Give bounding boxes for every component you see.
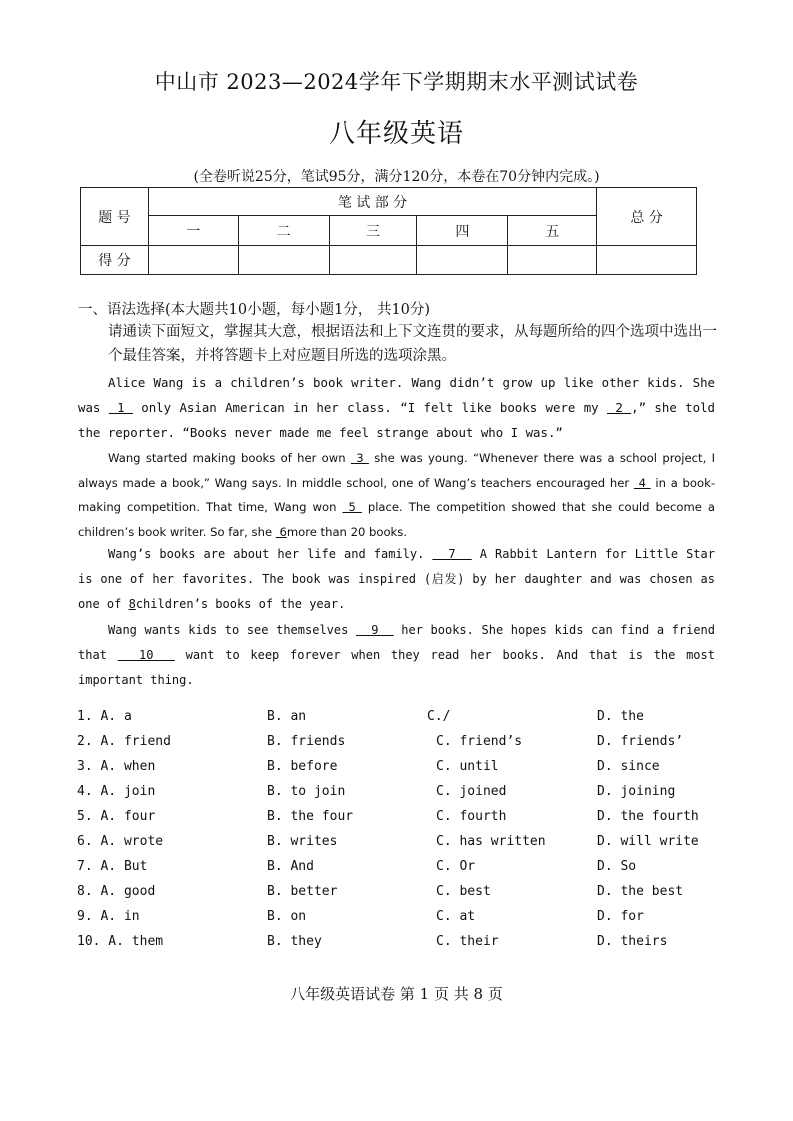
option-row-9 [77, 909, 737, 934]
option-a: 9. A. in [77, 909, 140, 924]
option-row-2 [77, 734, 737, 759]
part-header: 五 [508, 216, 597, 246]
option-d: D. So [597, 859, 637, 874]
option-c: C. best [436, 884, 491, 899]
option-a: 8. A. good [77, 884, 156, 899]
score-cell [148, 246, 238, 275]
option-row-1 [77, 709, 737, 734]
option-c: C. their [436, 934, 499, 949]
score-cell [417, 246, 508, 275]
option-a: 7. A. But [77, 859, 148, 874]
passage-paragraph-3: Wang’s books are about her life and family. 7 A Rabbit Lantern for Little Star is one of her favorites. The book was inspired (启发) by her daughter and was chosen as one of 8children’s books of the year. [78, 547, 715, 611]
option-c: C. friend’s [436, 734, 523, 749]
option-row-7 [77, 859, 737, 884]
blank-6: 6 [275, 524, 287, 539]
option-b: B. on [267, 909, 307, 924]
part-header: 四 [417, 216, 508, 246]
blank-3: 3 [350, 451, 369, 465]
written-part-label: 笔 试 部 分 [148, 188, 596, 216]
score-table [80, 187, 697, 275]
part-header: 二 [238, 216, 329, 246]
option-d: D. the fourth [597, 809, 699, 824]
total-score-cell [597, 246, 697, 275]
option-a: 3. A. when [77, 759, 156, 774]
option-a: 6. A. wrote [77, 834, 164, 849]
option-c: C. Or [436, 859, 476, 874]
option-a: 5. A. four [77, 809, 156, 824]
option-a: 2. A. friend [77, 734, 171, 749]
exam-subject: 八年级英语 [328, 119, 464, 149]
option-row-10 [77, 934, 737, 959]
option-d: D. for [597, 909, 644, 924]
option-d: D. since [597, 759, 660, 774]
blank-9: 9 [355, 623, 394, 637]
blank-8: 8 [128, 597, 136, 611]
option-d: D. the [597, 709, 644, 724]
question-number-label: 题 号 [81, 188, 149, 246]
option-c: C./ [427, 709, 451, 724]
option-a: 4. A. join [77, 784, 156, 799]
score-cell [238, 246, 329, 275]
option-d: D. theirs [597, 934, 668, 949]
blank-2: 2 [606, 400, 632, 415]
option-b: B. the four [267, 809, 354, 824]
passage-paragraph-2: Wang started making books of her own 3 she was young. “Whenever there was a school project, I always made a book,” Wang says. In middle school, one of Wang’s teachers encouraged her 4 in a book-making competition. That time, Wang won 5 place. The competition showed that she could become a children’s book writer. So far, she 6more than 20 books. [78, 451, 716, 539]
option-c: C. at [436, 909, 476, 924]
option-c: C. until [436, 759, 499, 774]
score-cell [329, 246, 417, 275]
total-score-label: 总 分 [597, 188, 697, 246]
option-c: C. fourth [436, 809, 507, 824]
option-d: D. friends’ [597, 734, 684, 749]
answer-options [77, 709, 737, 959]
score-cell [508, 246, 597, 275]
option-b: B. to join [267, 784, 346, 799]
part-header: 三 [329, 216, 417, 246]
section-instruction: 请通读下面短文，掌握其大意，根据语法和上下文连贯的要求，从每题所给的四个选项中选出一个最佳答案，并将答题卡上对应题目所选的选项涂黑。 [108, 324, 717, 364]
section-heading: 一、语法选择(本大题共10小题，每小题1分， 共10分) [78, 302, 431, 318]
option-row-4 [77, 784, 737, 809]
exam-title: 中山市 2023—2024学年下学期期末水平测试试卷 [154, 70, 639, 94]
option-c: C. has written [436, 834, 546, 849]
blank-7: 7 [432, 547, 472, 561]
exam-note: (全卷听说25分，笔试95分，满分120分，本卷在70分钟内完成。) [193, 169, 600, 185]
option-b: B. before [267, 759, 338, 774]
option-a: 10. A. them [77, 934, 164, 949]
option-a: 1. A. a [77, 709, 132, 724]
blank-10: 10 [117, 648, 175, 662]
option-b: B. writes [267, 834, 338, 849]
blank-5: 5 [342, 500, 362, 514]
option-b: B. they [267, 934, 322, 949]
option-d: D. joining [597, 784, 676, 799]
passage-paragraph-1: Alice Wang is a children’s book writer. Wang didn’t grow up like other kids. She was 1 only Asian American in her class. “I felt like books were my 2 ,” she told the reporter. “Books never made me feel strange about who I was.” [78, 375, 715, 440]
option-row-6 [77, 834, 737, 859]
option-row-8 [77, 884, 737, 909]
passage-paragraph-4: Wang wants kids to see themselves 9 her books. She hopes kids can find a friend that 10 want to keep forever when they read her books. And that is the most important thing. [78, 623, 716, 687]
score-row-label: 得 分 [81, 246, 149, 275]
blank-1: 1 [108, 400, 133, 415]
option-row-3 [77, 759, 737, 784]
option-d: D. the best [597, 884, 684, 899]
option-b: B. better [267, 884, 338, 899]
option-row-5 [77, 809, 737, 834]
option-b: B. And [267, 859, 314, 874]
page-footer: 八年级英语试卷 第 1 页 共 8 页 [290, 985, 503, 1003]
option-b: B. an [267, 709, 307, 724]
option-c: C. joined [436, 784, 507, 799]
part-header: 一 [148, 216, 238, 246]
option-b: B. friends [267, 734, 346, 749]
blank-4: 4 [633, 475, 651, 490]
option-d: D. will write [597, 834, 699, 849]
